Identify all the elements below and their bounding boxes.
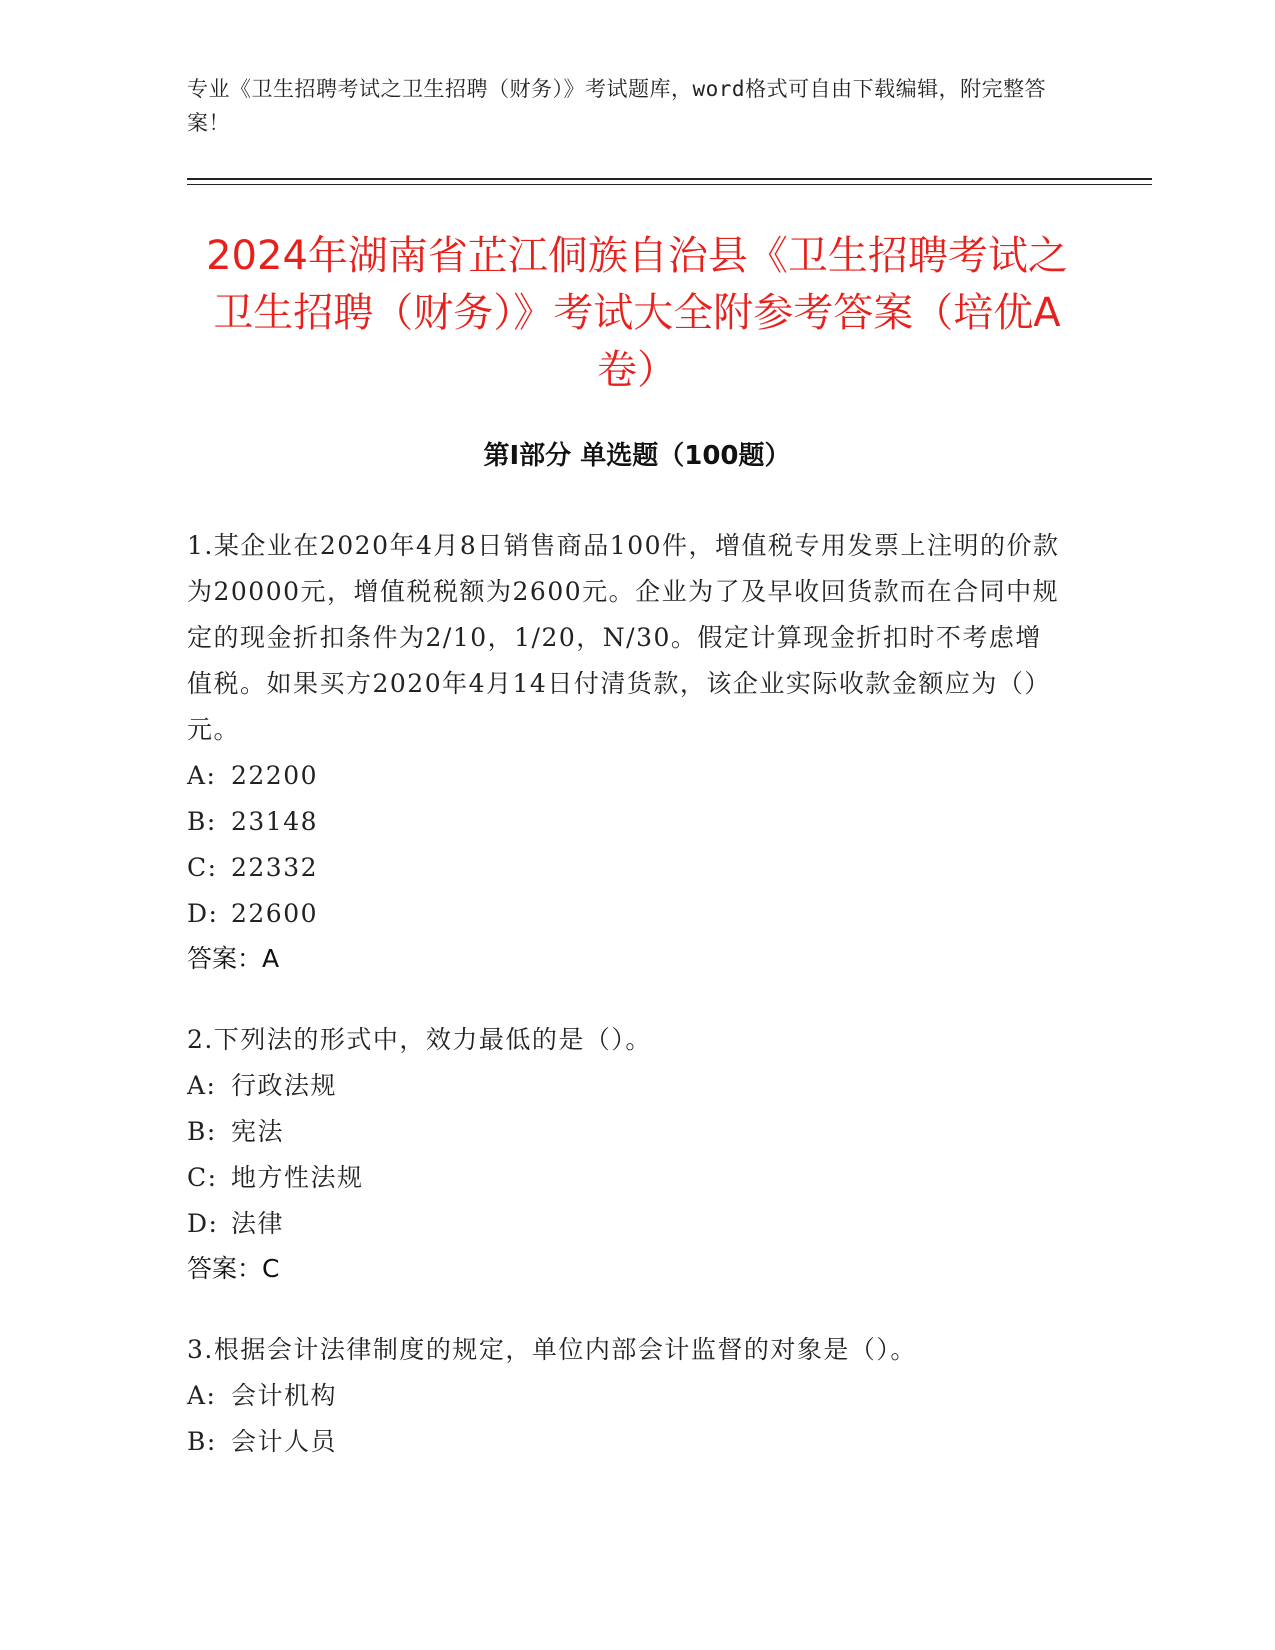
option-text: 会计机构: [231, 1381, 338, 1410]
option-b: [187, 1109, 1067, 1155]
option-letter: A:: [187, 761, 217, 790]
option-a: [187, 1373, 1067, 1419]
section-title: 第I部分 单选题（100题）: [483, 441, 791, 471]
header-note: 专业《卫生招聘考试之卫生招聘（财务）》考试题库，word格式可自由下载编辑，附完整答案！: [187, 77, 1047, 135]
option-text: 22600: [231, 899, 319, 928]
option-text: 地方性法规: [231, 1163, 364, 1192]
header-divider-thin: [187, 184, 1152, 185]
option-text: 23148: [231, 807, 319, 836]
option-c: [187, 845, 1067, 891]
header-divider-thick: [187, 178, 1152, 180]
question-1: [187, 523, 1067, 981]
answer-line: 答案：C: [187, 1254, 280, 1283]
option-text: 法律: [231, 1209, 285, 1238]
answer-line: 答案：A: [187, 944, 280, 973]
option-letter: D:: [187, 899, 219, 928]
option-letter: B:: [187, 1427, 217, 1456]
option-a: [187, 1063, 1067, 1109]
option-letter: A:: [187, 1381, 217, 1410]
option-letter: D:: [187, 1209, 219, 1238]
option-letter: C:: [187, 1163, 218, 1192]
option-text: 宪法: [231, 1117, 285, 1146]
question-stem: 3.根据会计法律制度的规定，单位内部会计监督的对象是（）。: [187, 1335, 917, 1364]
question-stem: 2.下列法的形式中，效力最低的是（）。: [187, 1025, 652, 1054]
option-b: [187, 799, 1067, 845]
option-d: [187, 1201, 1067, 1247]
option-d: [187, 891, 1067, 937]
option-text: 会计人员: [231, 1427, 338, 1456]
document-title: 2024年湖南省芷江侗族自治县《卫生招聘考试之卫生招聘（财务）》考试大全附参考答案（培优A卷）: [206, 233, 1068, 393]
option-c: [187, 1155, 1067, 1201]
option-letter: C:: [187, 853, 218, 882]
option-text: 行政法规: [231, 1071, 338, 1100]
question-list: [187, 523, 1067, 1501]
question-2: [187, 1017, 1067, 1291]
option-a: [187, 753, 1067, 799]
option-text: 22332: [231, 853, 319, 882]
option-letter: B:: [187, 807, 217, 836]
question-3: [187, 1327, 1067, 1465]
option-text: 22200: [231, 761, 319, 790]
option-letter: A:: [187, 1071, 217, 1100]
question-stem: 1.某企业在2020年4月8日销售商品100件，增值税专用发票上注明的价款为20000元，增值税税额为2600元。企业为了及早收回货款而在合同中规定的现金折扣条件为2/10，1/20，N/30。假定计算现金折扣时不考虑增值税。如果买方2020年4月14日付清货款，该企业实际收款金额应为（）元。: [187, 531, 1060, 744]
option-b: [187, 1419, 1067, 1465]
option-letter: B:: [187, 1117, 217, 1146]
